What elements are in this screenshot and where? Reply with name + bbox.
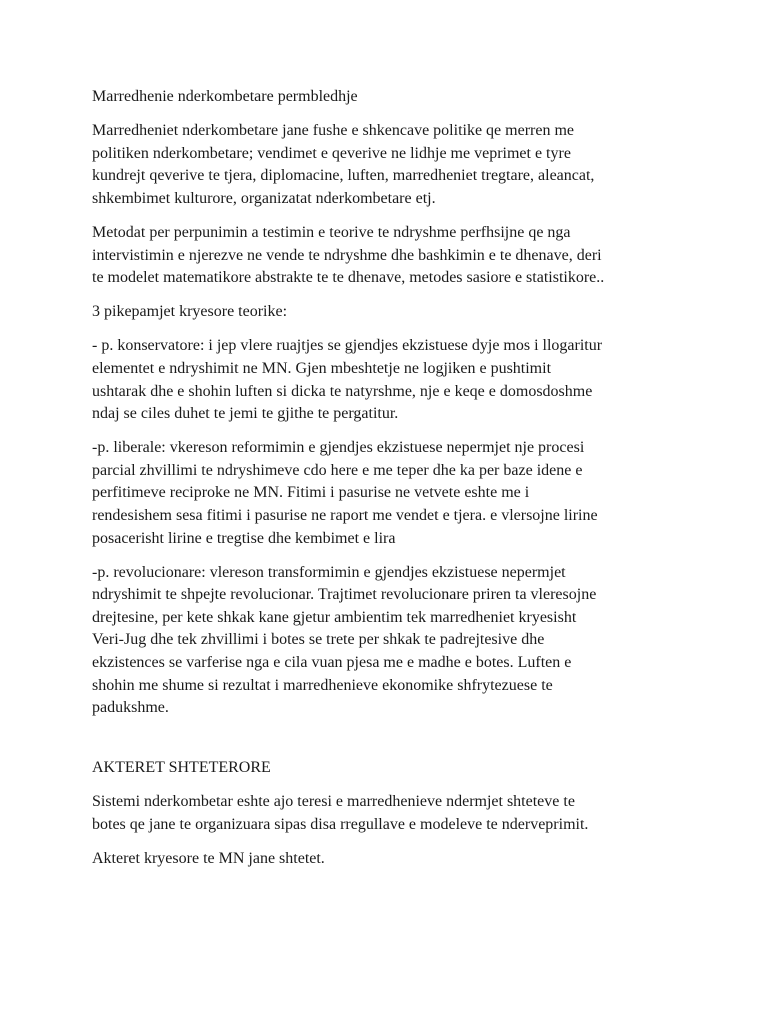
document-page: [92, 86, 682, 882]
section-spacer: [92, 731, 682, 757]
paragraph-methods: Metodat per perpunimin a testimin e teorive te ndryshme perfhsijne qe nga intervistimin e njerezve ne vende te ndryshme dhe bashkimin e te dhenave, deri te modelet matematikore abstrakte te te dhenave, metodes sasiore e statistikore..: [92, 223, 605, 287]
paragraph-revolutionary: -p. revolucionare: vlereson transformimin e gjendjes ekzistuese nepermjet ndryshimit te shpejte revolucionar. Trajtimet revolucionare priren ta vleresojne drejtesine, per kete shkak kane gjetur ambientim tek marredheniet kryesisht Veri-Jug dhe tek zhvillimi i botes se trete per shkak te padrejtesive dhe ekzistences se varferise nga e cila vuan pjesa me e madhe e botes. Luften e shohin me shume si rezultat i marredhenieve ekonomike shfrytezuese te padukshme.: [92, 563, 597, 717]
section-heading: AKTERET SHTETERORE: [92, 759, 271, 777]
paragraph-definition: Marredheniet nderkombetare jane fushe e shkencave politike qe merren me politiken nderkombetare; vendimet e qeverive ne lidhje me veprimet e tyre kundrejt qeverive te tjera, diplomacine, luften, marredheniet tregtare, aleancat, shkembimet kulturore, organizatat nderkombetare etj.: [92, 122, 595, 207]
paragraph-actors: Akteret kryesore te MN jane shtetet.: [92, 850, 325, 868]
paragraph-theories-intro: 3 pikepamjet kryesore teorike:: [92, 303, 288, 321]
paragraph-conservative: - p. konservatore: i jep vlere ruajtjes se gjendjes ekzistuese dyje mos i llogaritur elementet e ndryshimit ne MN. Gjen mbeshtetje ne logjiken e pushtimit ushtarak dhe e shohin luften si dicka te natyrshme, nje e keqe e domosdoshme ndaj se ciles duhet te jemi te gjithe te pergatitur.: [92, 337, 603, 423]
paragraph-system: Sistemi nderkombetar eshte ajo teresi e marredhenieve ndermjet shteteve te botes qe jane te organizuara sipas disa rregullave e modeleve te nderveprimit.: [92, 793, 589, 834]
document-title: Marredhenie nderkombetare permbledhje: [92, 88, 358, 105]
paragraph-liberal: -p. liberale: vkereson reformimin e gjendjes ekzistuese nepermjet nje procesi parcial zhvillimi te ndryshimeve cdo here e me teper dhe ka per baze idene e perfitimeve reciproke ne MN. Fitimi i pasurise ne vetvete eshte me i rendesishem sesa fitimi i pasurise ne raport me vendet e tjera. e vlersojne lirine posacerisht lirine e tregtise dhe kembimet e lira: [92, 439, 598, 547]
